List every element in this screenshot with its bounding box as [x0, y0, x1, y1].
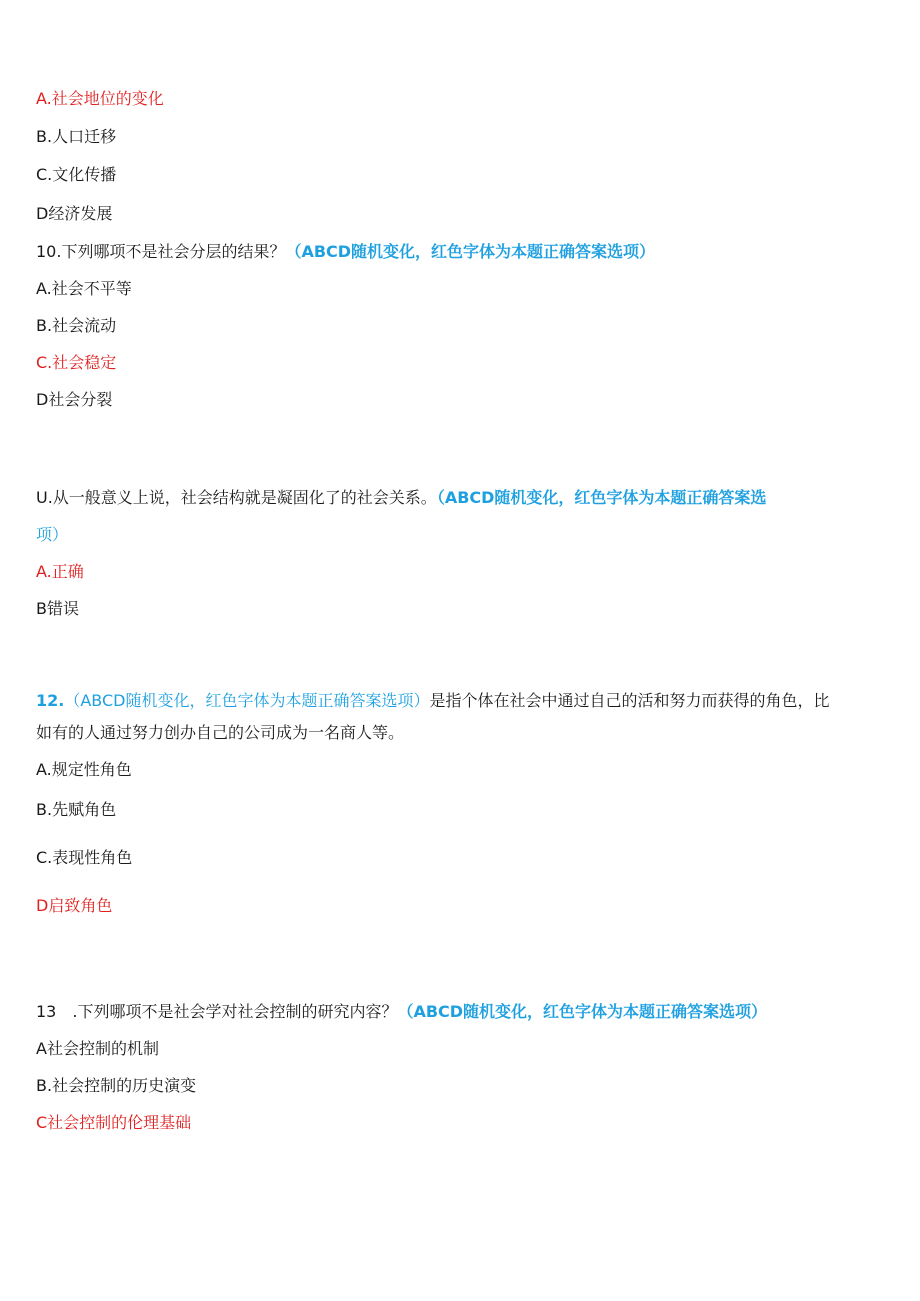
q11-option-a: A.正确	[36, 562, 84, 581]
q12-option-a: A.规定性角色	[36, 760, 132, 779]
q12-option-c: C.表现性角色	[36, 848, 133, 867]
q9-option-a: A.社会地位的变化	[36, 89, 164, 108]
q13-question	[36, 1002, 767, 1022]
q11-option-b: B错误	[36, 599, 79, 618]
q12-stem-line2: 如有的人通过努力创办自己的公司成为一名商人等。	[36, 723, 405, 742]
q13-number: 13	[36, 1002, 57, 1021]
q11-stem: U.从一般意义上说，社会结构就是凝固化了的社会关系。	[36, 488, 437, 507]
q13-option-b: B.社会控制的历史演变	[36, 1076, 197, 1095]
q11-note-part1: （ABCD随机变化，红色字体为本题正确答案选	[436, 488, 767, 507]
q12-note: （ABCD随机变化，红色字体为本题正确答案选项）	[64, 691, 430, 710]
q10-option-b: B.社会流动	[36, 316, 117, 335]
q11-question-line1	[36, 488, 766, 508]
q13-stem: .下列哪项不是社会学对社会控制的研究内容？	[72, 1002, 398, 1021]
q9-option-b: B.人口迁移	[36, 127, 117, 146]
q13-option-a: A社会控制的机制	[36, 1039, 159, 1058]
q13-option-c: C社会控制的伦理基础	[36, 1113, 192, 1132]
q10-note: （ABCD随机变化，红色字体为本题正确答案选项）	[285, 242, 656, 261]
q12-stem-line1: 是指个体在社会中通过自己的活和努力而获得的角色，比	[429, 691, 830, 710]
q12-option-b: B.先赋角色	[36, 800, 117, 819]
q10-stem: 10.下列哪项不是社会分层的结果？	[36, 242, 286, 261]
q13-note: （ABCD随机变化，红色字体为本题正确答案选项）	[397, 1002, 768, 1021]
q10-option-a: A.社会不平等	[36, 279, 132, 298]
q12-option-d: D启致角色	[36, 896, 113, 915]
q10-option-d: D社会分裂	[36, 390, 113, 409]
q12-number: 12.	[36, 691, 65, 710]
q9-option-c: C.文化传播	[36, 165, 117, 184]
q10-question	[36, 242, 655, 262]
q10-option-c: C.社会稳定	[36, 353, 117, 372]
q12-question-line1	[36, 691, 830, 711]
q9-option-d: D经济发展	[36, 204, 113, 223]
q11-note-part2: 项）	[36, 525, 69, 544]
